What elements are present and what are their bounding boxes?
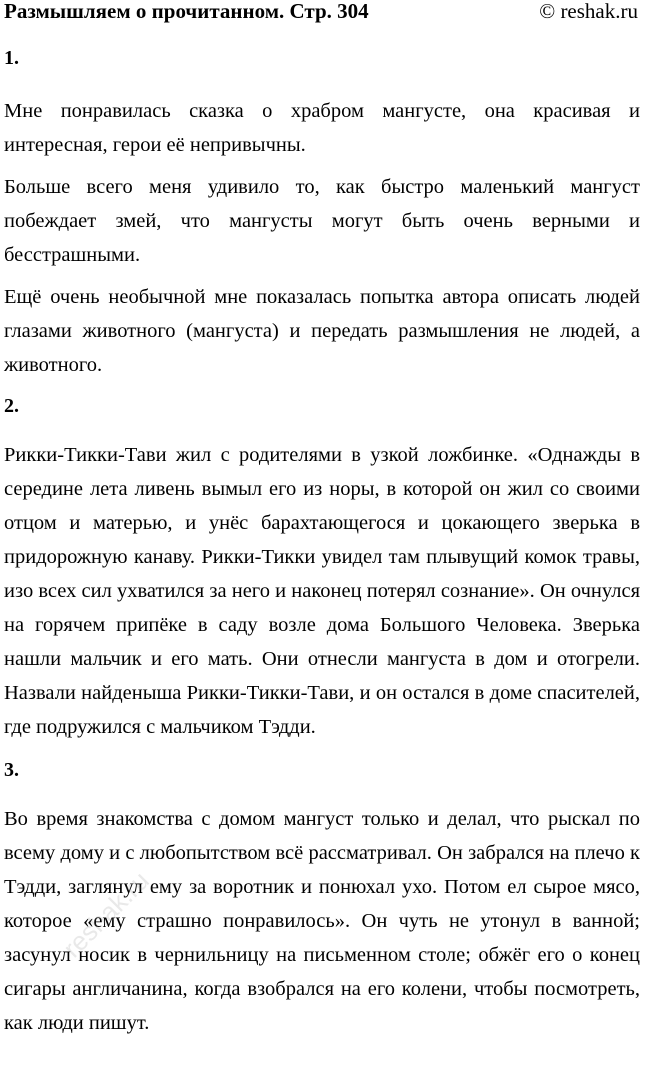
page-title: Размышляем о прочитанном. Стр. 304 <box>4 0 369 23</box>
answer-section-1 <box>4 46 640 382</box>
paragraph: Ещё очень необычной мне показалась попытка автора описать людей глазами животного (мангуста) и передать размышления не людей, а животного. <box>4 286 640 376</box>
source-credit: © reshak.ru <box>539 0 638 23</box>
paragraph: Мне понравилась сказка о храбром мангусте, она красивая и интересная, герои её непривычны. <box>4 100 640 156</box>
paragraph: Во время знакомства с домом мангуст только и делал, что рыскал по всему дому и с любопытством всё рассматривал. Он забрался на плечо к Тэдди, заглянул ему за воротник и понюхал ухо. Потом ел сырое мясо, которое «ему страшно понравилось». Он чуть не утонул в ванной; засунул носик в чернильницу на письменном столе; обжёг его о конец сигары англичанина, когда взобрался на его колени, чтобы посмотреть, как люди пишут. <box>4 808 640 1034</box>
section-number: 1. <box>4 47 19 69</box>
section-number: 3. <box>4 759 19 781</box>
section-number: 2. <box>4 395 19 417</box>
watermark-text: reshak.ru <box>57 865 155 964</box>
paragraph: Рикки-Тикки-Тави жил с родителями в узкой ложбинке. «Однажды в середине лета ливень вымыл его из норы, в которой он жил со своими отцом и матерью, и унёс барахтающегося и цокающего зверька в придорожную канаву. Рикки-Тикки увидел там плывущий комок травы, изо всех сил ухватился за него и наконец потерял сознание». Он очнулся на горячем припёке в саду возле дома Большого Человека. Зверька нашли мальчик и его мать. Они отнесли мангуста в дом и отогрели. Назвали найденыша Рикки-Тикки-Тави, и он остался в доме спасителей, где подружился с мальчиком Тэдди. <box>4 444 640 738</box>
answer-section-2 <box>4 394 640 744</box>
page-header <box>4 0 640 26</box>
paragraph: Больше всего меня удивило то, как быстро маленький мангуст побеждает змей, что мангусты могут быть очень верными и бесстрашными. <box>4 176 640 266</box>
answer-section-3 <box>4 758 640 1040</box>
